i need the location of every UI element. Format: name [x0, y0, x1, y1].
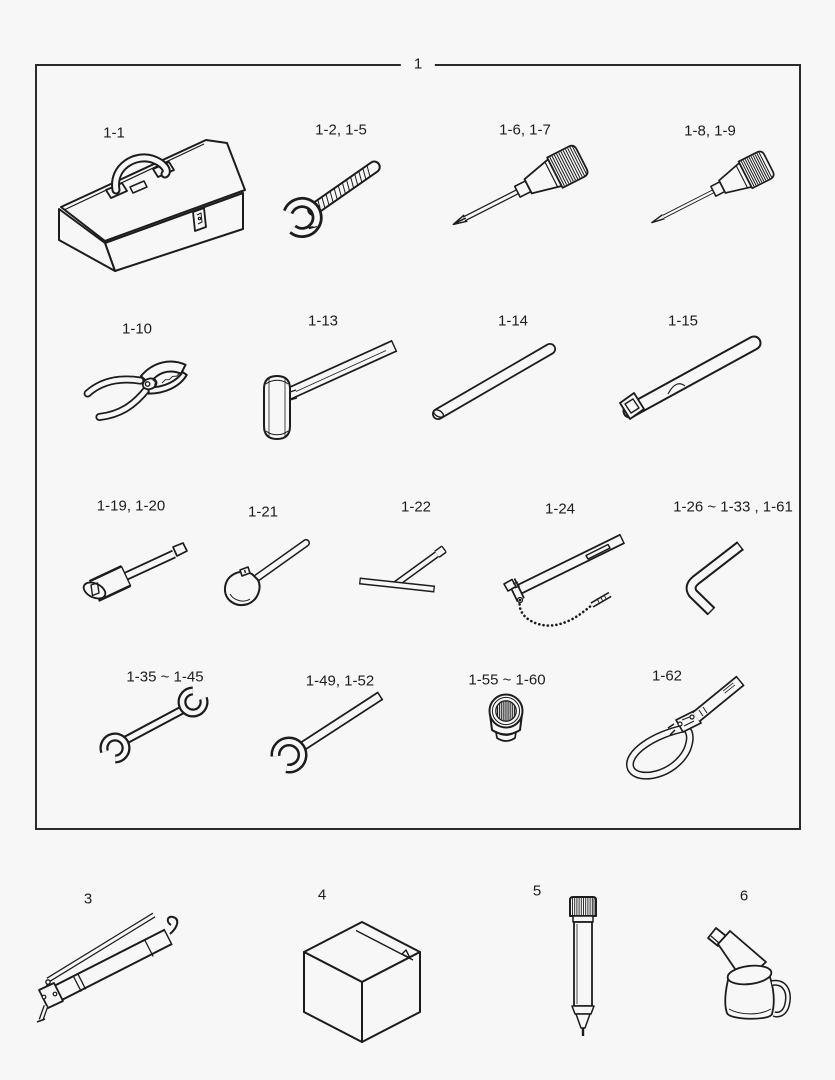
hex-key-icon — [660, 536, 752, 618]
item-label-carton-box: 4 — [317, 886, 327, 904]
item-label-socket-extension: 1-19, 1-20 — [96, 497, 166, 515]
flat-screwdriver-icon — [438, 144, 593, 239]
bar-icon — [424, 336, 564, 428]
item-label-hex-key: 1-26 ~ 1-33 , 1-61 — [673, 498, 793, 516]
item-label-open-end-wrench: 1-49, 1-52 — [305, 672, 375, 690]
nozzle-tube-icon — [562, 894, 606, 1044]
adjustable-wrench-icon — [270, 148, 400, 243]
item-label-double-open-end-wrench: 1-35 ~ 1-45 — [126, 668, 204, 686]
socket-wrench-icon — [214, 530, 314, 615]
item-label-pliers: 1-10 — [121, 320, 153, 338]
item-label-oil-can: 6 — [739, 887, 749, 905]
item-label-grease-gun: 3 — [83, 890, 93, 908]
strap-wrench-icon — [612, 667, 754, 778]
pliers-icon — [78, 340, 208, 432]
item-label-socket-wrench: 1-21 — [247, 503, 279, 521]
item-label-toolbox: 1-1 — [103, 124, 125, 142]
item-label-strap-wrench: 1-62 — [651, 667, 683, 685]
item-label-socket: 1-55 ~ 1-60 — [468, 671, 546, 689]
toolbox-icon — [50, 130, 250, 278]
plug-wrench-icon — [496, 528, 636, 633]
tube-spanner-icon — [616, 332, 768, 424]
item-label-bar: 1-14 — [497, 312, 529, 330]
item-label-flat-screwdriver: 1-6, 1-7 — [499, 121, 551, 139]
item-label-tube-spanner: 1-15 — [667, 312, 699, 330]
socket-extension-icon — [80, 534, 200, 606]
hammer-icon — [248, 326, 408, 444]
item-label-phillips-screwdriver: 1-8, 1-9 — [684, 122, 736, 140]
open-end-wrench-icon — [264, 682, 392, 772]
carton-box-icon — [292, 916, 432, 1048]
oil-can-icon — [702, 920, 802, 1020]
item-label-hammer: 1-13 — [307, 312, 339, 330]
kit-box-label: 1 — [401, 56, 435, 73]
grease-gun-icon — [34, 898, 189, 1030]
item-label-nozzle-tube: 5 — [532, 882, 542, 900]
phillips-screwdriver-icon — [640, 146, 780, 238]
item-label-t-handle: 1-22 — [400, 498, 432, 516]
item-label-plug-wrench: 1-24 — [544, 500, 576, 518]
item-label-adjustable-wrench: 1-2, 1-5 — [315, 121, 367, 139]
double-open-end-wrench-icon — [94, 684, 216, 766]
socket-icon — [478, 688, 536, 750]
t-handle-icon — [354, 538, 454, 606]
